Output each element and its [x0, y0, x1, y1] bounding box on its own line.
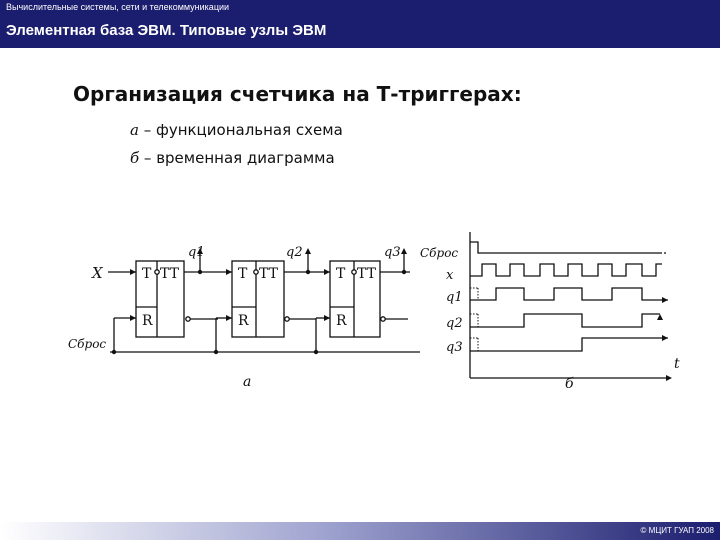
course-subtitle: Вычислительные системы, сети и телекоммуникации [6, 2, 230, 12]
section-title: Элементная база ЭВМ. Типовые узлы ЭВМ [6, 22, 327, 39]
arrow-t2-r [226, 315, 232, 321]
caption-letter-a: а [130, 121, 139, 139]
circuit-caption: а [243, 374, 252, 390]
caption-text-a: – функциональная схема [138, 121, 343, 139]
timing-q2-label: q2 [446, 316, 463, 331]
t3-r-label: R [336, 313, 347, 329]
t1-r-label: R [142, 313, 153, 329]
footer-copyright: © МЦИТ ГУАП 2008 [640, 526, 714, 535]
input-x-label: X [92, 264, 103, 282]
timing-q3-label: q3 [446, 340, 463, 355]
q2-label: q2 [286, 245, 303, 260]
q3-label: q3 [384, 245, 401, 260]
wave-q3 [470, 338, 668, 351]
timing-q1-label: q1 [446, 290, 463, 305]
t1-t-label: T [142, 266, 152, 282]
timing-caption: б [565, 376, 574, 392]
caption-letter-b: б [130, 149, 140, 167]
t3-t-label: T [336, 266, 346, 282]
timing-x-label: x [446, 268, 454, 283]
arrow-t3-r [324, 315, 330, 321]
slide-title: Организация счетчика на Т-триггерах: [73, 82, 522, 106]
wave-q1 [470, 288, 668, 300]
arrow-t2 [226, 269, 232, 275]
arrow-t3 [324, 269, 330, 275]
caption-text-b: – временная диаграмма [139, 149, 335, 167]
t2-tt-label: TT [259, 266, 278, 282]
t2-t-label: T [238, 266, 248, 282]
t1-tt-label: TT [160, 266, 179, 282]
undefined-state-marks [470, 288, 478, 351]
arrow-q2 [305, 248, 311, 254]
t2-r-label: R [238, 313, 249, 329]
wave-q2 [470, 314, 660, 327]
arrow-t1-r [130, 315, 136, 321]
t3-tt-label: TT [357, 266, 376, 282]
footer-bar [0, 522, 720, 540]
q1-label: q1 [188, 245, 205, 260]
timing-reset-label: Сброс [420, 246, 459, 260]
wave-x [470, 264, 662, 276]
arrow-time-axis [666, 375, 672, 381]
arrow-input-x [130, 269, 136, 275]
time-axis-label: t [674, 356, 680, 372]
arrow-q3 [401, 248, 407, 254]
arrow-q3-edge [662, 335, 668, 341]
arrow-q1-edge [662, 297, 668, 303]
reset-label: Сброс [68, 337, 107, 351]
arrow-q2-edge [657, 314, 663, 320]
wave-reset [470, 242, 660, 253]
